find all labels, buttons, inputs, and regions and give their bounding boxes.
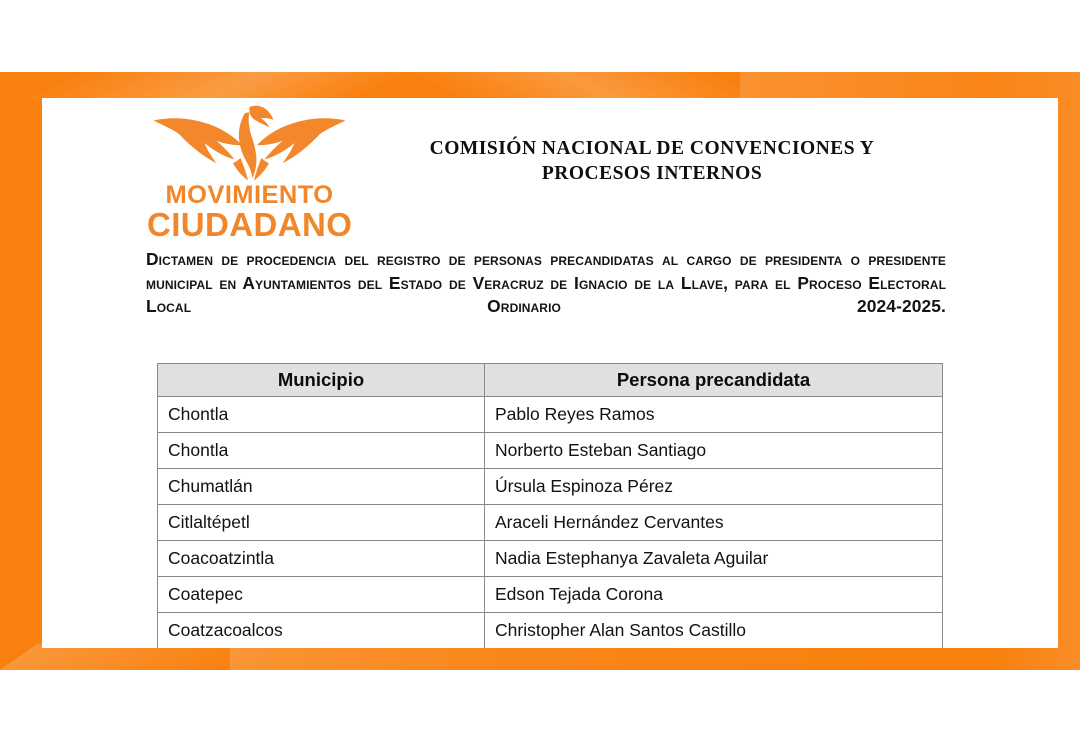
table-row: [158, 505, 943, 541]
commission-title-line-1: COMISIÓN NACIONAL DE CONVENCIONES Y: [429, 138, 875, 159]
table-row: [158, 613, 943, 649]
table-body: [158, 397, 943, 649]
cell-municipio: Citlaltépetl: [158, 505, 485, 541]
frame-facet-top-mid: [399, 72, 761, 100]
frame-facet-top-right: [740, 72, 1080, 98]
column-header-municipio: Municipio: [158, 364, 485, 397]
frame-facet-bottom-mid: [230, 646, 910, 670]
cell-municipio: Coacoatzintla: [158, 541, 485, 577]
eagle-icon: [152, 104, 347, 182]
cell-municipio: Chontla: [158, 397, 485, 433]
document-header: [42, 98, 1058, 243]
table-row: [158, 469, 943, 505]
table-row: [158, 577, 943, 613]
logo-word-movimiento: MOVIMIENTO: [165, 181, 334, 209]
table-row: [158, 397, 943, 433]
commission-title: [372, 136, 932, 186]
cell-persona: Pablo Reyes Ramos: [485, 397, 943, 433]
table-header-row: [158, 364, 943, 397]
cell-persona: Araceli Hernández Cervantes: [485, 505, 943, 541]
commission-title-line-2: PROCESOS INTERNOS: [541, 163, 763, 184]
cell-persona: Nadia Estephanya Zavaleta Aguilar: [485, 541, 943, 577]
cell-persona: Norberto Esteban Santiago: [485, 433, 943, 469]
cell-persona: Úrsula Espinoza Pérez: [485, 469, 943, 505]
party-logo: [147, 104, 352, 241]
logo-word-ciudadano: CIUDADANO: [147, 206, 353, 243]
cell-municipio: Chontla: [158, 433, 485, 469]
table-row: [158, 433, 943, 469]
dictamen-paragraph: Dictamen de procedencia del registro de personas precandidatas al cargo de presidenta o presidente municipal en Ayuntamientos del Estado de Veracruz de Ignacio de la Llave, para el Proceso Electoral Local Ordinario 2024-2025.: [146, 249, 946, 316]
table-row: [158, 541, 943, 577]
cell-persona: Edson Tejada Corona: [485, 577, 943, 613]
cell-persona: Christopher Alan Santos Castillo: [485, 613, 943, 649]
precandidate-table: [157, 363, 943, 648]
cell-municipio: Coatzacoalcos: [158, 613, 485, 649]
document-sheet: [42, 98, 1058, 648]
cell-municipio: Coatepec: [158, 577, 485, 613]
cell-municipio: Chumatlán: [158, 469, 485, 505]
column-header-persona: Persona precandidata: [485, 364, 943, 397]
